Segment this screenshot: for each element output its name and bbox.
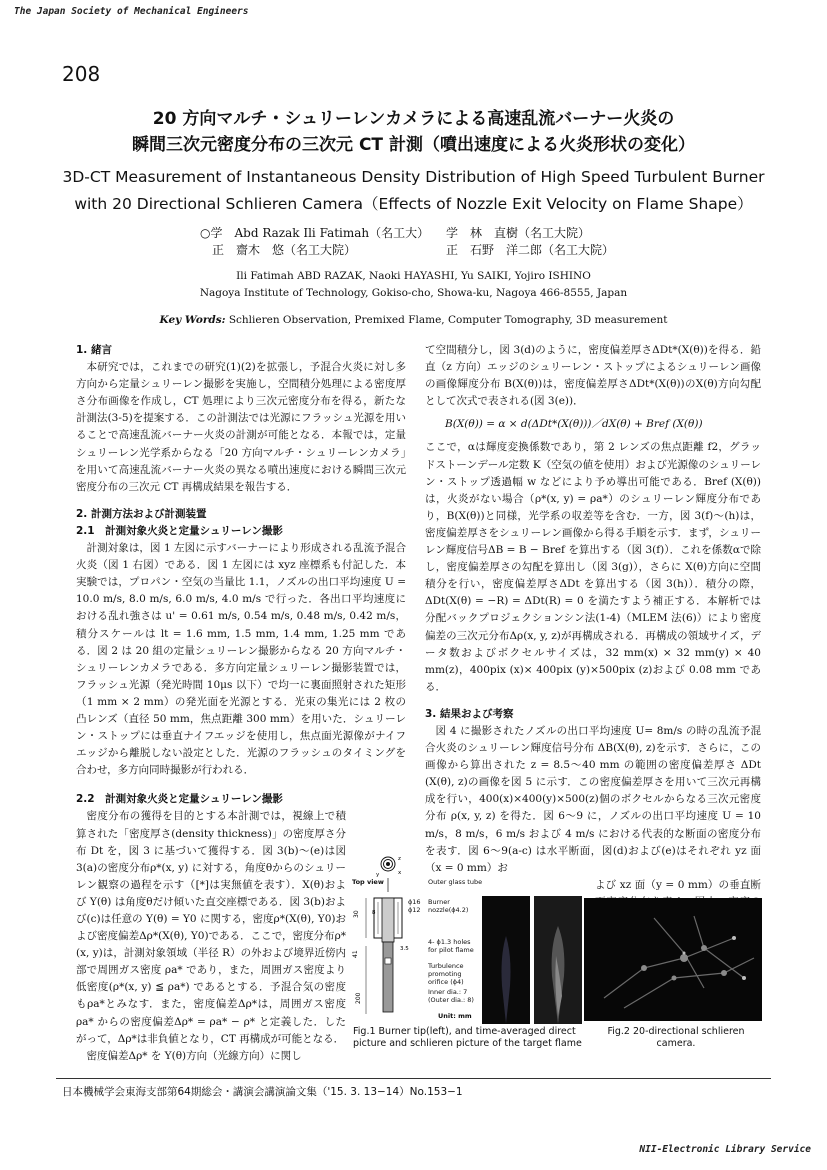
section-2-1-paragraph: 計測対象は，図 1 左図に示すバーナーにより形成される乱流予混合火炎（図 1 右図）である．図 1 左図には xyz 座標系も付記した．本実験では，プロパン・空気の当量比 1.1，ノズルの出口平均速度 U = 10.0 m/s, 8.0 m/s, 6.0 m/s, 4.0 m/s で行った．各出口平均速度における乱れ強さは u' = 0.61 m/s, 0.54 m/s, 0.48 m/s, 0.42 m/s，積分スケールは lt = 1.6 mm, 1.5 mm, 1.4 mm, 1.25 mm である．図 2 は 20 組の定量シュリーレン撮影からなる 20 方向マルチ・シュリーレンカメラである．多方向定量シュリーレン撮影装置では，フラッシュ光源（発光時間 10μs 以下）で均一に裏面照射された矩形（1 mm × 2 mm）の発光面を光源とする．光束の集光には 2 枚の凸レンズ（直径 50 mm，焦点距離 300 mm）を用いた．シュリーレン・ストップには垂直ナイフエッジを使用し，焦点面光源像がナイフエッジから離脱しない設定とした．光源のフラッシュのタイミングを合わせ，多方向同時撮影が行われる．	[76, 542, 406, 777]
author-names-en: Ili Fatimah ABD RAZAK, Naoki HAYASHI, Yu SAIKI, Yojiro ISHINO	[236, 270, 591, 282]
keywords-label: Key Words:	[159, 314, 226, 326]
affiliation: Nagoya Institute of Technology, Gokiso-cho, Showa-ku, Nagoya 466-8555, Japan	[199, 287, 628, 299]
section-2-2-paragraph-2: 密度偏差Δρ* を Y(θ)方向（光線方向）に関し	[86, 1049, 302, 1062]
fig1-dim-8: 8	[372, 910, 376, 916]
equation-1: B(X(θ)) = α × d(ΔDt*(X(θ)))／dX(θ) + Bref (X(θ))	[445, 418, 703, 431]
title-en-line1: 3D-CT Measurement of Instantaneous Density Distribution of High Speed Turbulent Burner	[62, 168, 765, 186]
fig1-turbulence-label: Turbulence promoting orifice (ϕ4)	[428, 962, 464, 986]
section-1-paragraph: 本研究では，これまでの研究(1)(2)を拡張し，予混合火炎に対し多方向から定量シュリーレン撮影を実施し，空間積分処理による密度厚さ分布画像を作成し，CT 処理により三次元密度分布を得る，新たな計測法(3-5)を提案する．この計測法では光源にフラッシュ光源を用いることで高速乱流バーナー火炎の計測が可能となる．本報では，定量シュリーレン光学系からなる「20 方向マルチ・シュリーレンカメラ」を用いて高速乱流バーナー火炎の異なる噴出速度における瞬間三次元密度分布の三次元 CT 再構成結果を報告する．	[76, 361, 406, 493]
fig1-inner-dia-label: Inner dia.: 7	[428, 988, 468, 996]
society-header: The Japan Society of Mechanical Engineers	[14, 6, 249, 17]
fig1-outer-tube-label: Outer glass tube	[428, 878, 483, 886]
fig1-burner-nozzle-label: Burner nozzle(ϕ4.2)	[428, 898, 469, 914]
fig1-dim-12: ϕ12	[408, 906, 421, 914]
section-3-heading: 3. 結果および考察	[425, 707, 514, 720]
section-3-paragraph-narrow: よび xz 面（y = 0 mm）の垂直断	[595, 878, 761, 891]
fig1-dim-41: 41	[352, 950, 359, 958]
right-paragraph-1: て空間積分し，図 3(d)のように，密度偏差厚さΔDt*(X(θ))を得る．鉛直（z 方向）エッジのシュリーレン・ストップによるシュリーレン画像の画像輝度分布 B(X(θ))は，密度偏差厚さΔDt*(X(θ))のX(θ)方向勾配として次式で表される(図 3(e))．	[425, 344, 761, 408]
section-1-heading: 1. 緒言	[76, 344, 112, 356]
right-column	[425, 342, 761, 928]
title-ja-line1: 20 方向マルチ・シュリーレンカメラによる高速乱流バーナー火炎の	[152, 109, 675, 129]
section-2-1-heading: 2.1 計測対象火炎と定量シュリーレン撮影	[76, 524, 283, 537]
fig1-holes-label: 4- ϕ1.3 holes for pilot flame	[428, 938, 474, 954]
figure-2-caption: Fig.2 20-directional schlieren camera.	[607, 1026, 745, 1049]
fig1-outer-dia-label: (Outer dia.: 8)	[428, 996, 474, 1004]
figure-1-caption: Fig.1 Burner tip(left), and time-averaged direct picture and schlieren picture of the target flame	[353, 1026, 582, 1049]
fig1-axis-y: y	[376, 872, 380, 878]
title-en-line2: with 20 Directional Schlieren Camera（Effects of Nozzle Exit Velocity on Flame Shape）	[74, 195, 753, 213]
fig1-dim-16: ϕ16	[408, 898, 421, 906]
schlieren-camera-image	[584, 898, 762, 1021]
keywords-text: Schlieren Observation, Premixed Flame, Computer Tomography, 3D measurement	[225, 314, 668, 326]
author-row2-left: 正 齋木 悠（名工大院）	[212, 243, 357, 257]
author-row1-left: ○学 Abd Razak Ili Fatimah（名工大）	[200, 226, 430, 240]
fig1-top-view-label: Top view	[352, 878, 384, 886]
fig1-dim-35: 3.5	[400, 946, 409, 952]
footer-divider	[56, 1078, 771, 1079]
author-row1-right: 学 林 直樹（名工大院）	[446, 226, 591, 240]
fig1-dim-30: 30	[353, 910, 360, 918]
schlieren-camera-photo	[584, 898, 762, 1021]
section-2-heading: 2. 計測方法および計測装置	[76, 507, 207, 520]
proceedings-footer: 日本機械学会東海支部第64期総会・講演会講演論文集（'15. 3. 13−14）No.153−1	[62, 1086, 463, 1098]
author-row2-right: 正 石野 洋二郎（名工大院）	[446, 243, 615, 257]
fig1-axis-x: x	[398, 870, 402, 876]
section-2-2-paragraph: 密度分布の獲得を目的とする本計測では，視線上で積算された「密度厚さ(density thickness)」の密度厚さ分布 Dt を，図 3 に基づいて獲得する．図 3(b)〜(e)は図 3(a)の密度分布ρ*(x, y) に対する，角度θからのシュリーレン観察の過程を示す（[*]は実無値を表す）．X(θ)および Y(θ) は角度θだけ傾いた直交座標である．図 3(b)および(c)は任意の Y(θ) = Y0 に関する，密度ρ*(X(θ), Y0)および密度偏差Δρ*(X(θ), Y0)である．ここで，密度分布ρ*(x, y)は，計測対象領域（半径 R）の外および境界近傍内部で周囲ガス密度 ρa* であり，また，周囲ガス密度より低密度(ρ*(x, y) ≦ ρa*) であるとする．予混合気の密度もρa*とみなす．また，密度偏差Δρ*は，周囲ガス密度 ρa* からの密度偏差Δρ* = ρa* − ρ* と定義した．したがって，Δρ*は非負値となり，CT 再構成が可能となる．	[76, 810, 346, 1045]
section-2-2-heading: 2.2 計測対象火炎と定量シュリーレン撮影	[76, 793, 283, 806]
fig1-dim-200: 200	[355, 992, 362, 1004]
right-paragraph-2: ここで，αは輝度変換係数であり，第 2 レンズの焦点距離 f2，グラッドストーンデール定数 K（空気の値を使用）および光源像のシュリーレン・ストップ透過幅 w などにより予め導出可能である．Bref (X(θ))は，火炎がない場合（ρ*(x, y) = ρa*）のシュリーレン輝度分布であり，B(X(θ))と同様，光学系の収差等を含む．一方，図 3(f)〜(h)は，密度偏差厚さをシュリーレン画像から得る手順を示す．まず，シュリーレン輝度信号ΔB = B − Bref を算出する（図 3(f)）．これを係数αで除し，密度偏差厚さの勾配を算出し（図 3(g)），さらに X(θ)方向に空間積分を行い，密度偏差厚さΔDt を算出する（図 3(h)）．積分の際，ΔDt(X(θ) = −R) = ΔDt(R) = 0 を満たすよう補正する．本解析では分配バックプロジェクションシン法(1-4)（MLEM 法(6)）により密度偏差の三次元分布Δρ(x, y, z)が再構成される．再構成の領域サイズ，データ数およびボクセルサイズは，32 mm(x) × 32 mm(y) × 40 mm(z)，400pix (x)× 400pix (y)×500pix (z)および 0.08 mm である．	[425, 441, 761, 693]
page-number: 208	[62, 62, 101, 86]
fig1-axis-z: z	[398, 856, 401, 862]
keywords	[60, 314, 767, 326]
title-ja-line2: 瞬間三次元密度分布の三次元 CT 計測（噴出速度による火炎形状の変化）	[132, 135, 695, 155]
section-3-paragraph: 図 4 に撮影されたノズルの出口平均速度 U= 8m/s の時の乱流予混合火炎のシュリーレン輝度信号分布 ΔB(X(θ), z)を示す．さらに，この画像から算出された z = 8.5〜40 mm の範囲の密度偏差厚さ ΔDt (X(θ), z)の画像を図 5 に示す．この密度偏差厚さを用いて三次元再構成を行い，400(x)×400(y)×500(z)個のボクセルからなる三次元密度分布 ρ(x, y, z) を得た．図 6〜9 に，ノズルの出口平均速度 U = 10 m/s，8 m/s，6 m/s および 4 m/s における代表的な断面の密度分布を表す．図 6〜9(a-c) は水平断面，図(d)および(e)はそれぞれ yz 面（x = 0 mm）お	[425, 724, 761, 874]
fig1-unit-label: Unit: mm	[438, 1012, 472, 1020]
library-service-footer: NII-Electronic Library Service	[639, 1144, 811, 1155]
flame-photographs	[482, 896, 582, 1024]
